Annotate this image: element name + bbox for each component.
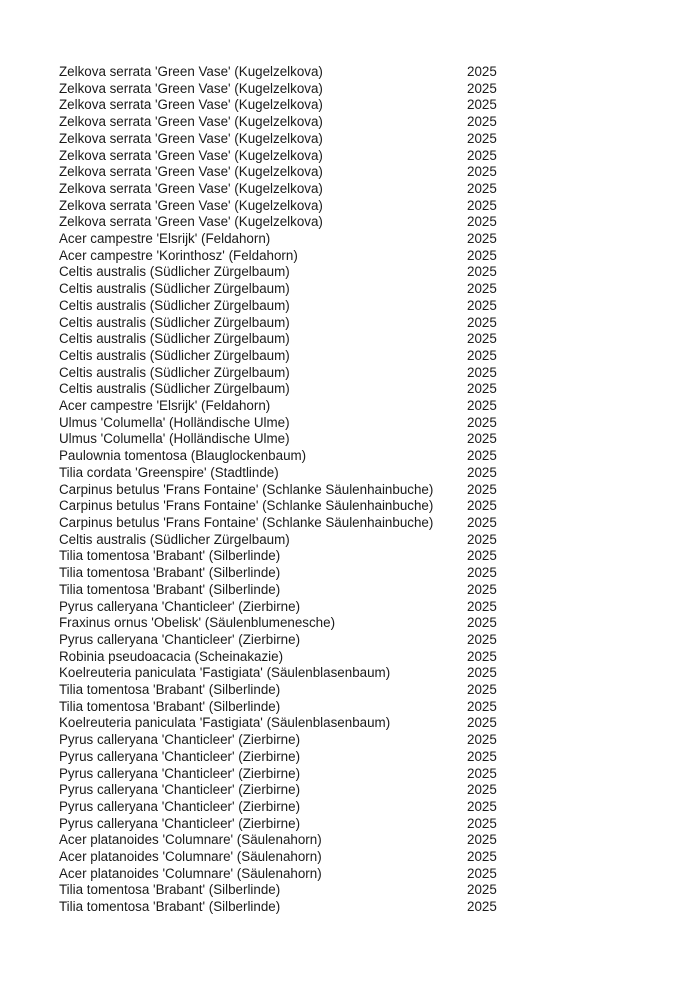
table-row [59,365,700,382]
table-row [59,632,700,649]
species-name: Celtis australis (Südlicher Zürgelbaum) [59,331,290,347]
row-year: 2025 [467,130,497,146]
row-year: 2025 [467,581,497,597]
species-name: Tilia tomentosa 'Brabant' (Silberlinde) [59,565,281,581]
table-row [59,231,700,248]
table-row [59,682,700,699]
table-row [59,331,700,348]
table-row [59,548,700,565]
table-row [59,315,700,332]
row-year: 2025 [467,214,497,230]
species-name: Celtis australis (Südlicher Zürgelbaum) [59,347,290,363]
row-year: 2025 [467,464,497,480]
row-year: 2025 [467,398,497,414]
table-row [59,181,700,198]
table-row [59,715,700,732]
table-row [59,582,700,599]
table-row [59,599,700,616]
table-row [59,81,700,98]
table-row [59,882,700,899]
species-name: Zelkova serrata 'Green Vase' (Kugelzelkova) [59,164,323,180]
row-year: 2025 [467,264,497,280]
species-name: Pyrus calleryana 'Chanticleer' (Zierbirne) [59,765,301,781]
species-name: Pyrus calleryana 'Chanticleer' (Zierbirne) [59,732,301,748]
species-name: Celtis australis (Südlicher Zürgelbaum) [59,281,290,297]
row-year: 2025 [467,815,497,831]
species-name: Zelkova serrata 'Green Vase' (Kugelzelkova) [59,114,323,130]
table-row [59,615,700,632]
species-name: Pyrus calleryana 'Chanticleer' (Zierbirne) [59,598,301,614]
table-row [59,799,700,816]
row-year: 2025 [467,615,497,631]
species-name: Celtis australis (Südlicher Zürgelbaum) [59,264,290,280]
species-name: Tilia cordata 'Greenspire' (Stadtlinde) [59,464,279,480]
species-name: Ulmus 'Columella' (Holländische Ulme) [59,414,290,430]
row-year: 2025 [467,631,497,647]
species-name: Celtis australis (Südlicher Zürgelbaum) [59,314,290,330]
row-year: 2025 [467,565,497,581]
table-row [59,899,700,916]
table-row [59,732,700,749]
species-name: Koelreuteria paniculata 'Fastigiata' (Säulenblasenbaum) [59,715,391,731]
row-year: 2025 [467,798,497,814]
species-name: Fraxinus ornus 'Obelisk' (Säulenblumenesche) [59,615,336,631]
species-name: Robinia pseudoacacia (Scheinakazie) [59,648,284,664]
species-name: Pyrus calleryana 'Chanticleer' (Zierbirne) [59,748,301,764]
table-row [59,832,700,849]
row-year: 2025 [467,414,497,430]
row-year: 2025 [467,648,497,664]
species-name: Zelkova serrata 'Green Vase' (Kugelzelkova) [59,80,323,96]
species-name: Zelkova serrata 'Green Vase' (Kugelzelkova) [59,97,323,113]
row-year: 2025 [467,531,497,547]
species-name: Celtis australis (Südlicher Zürgelbaum) [59,364,290,380]
table-row [59,565,700,582]
table-row [59,532,700,549]
table-row [59,849,700,866]
table-row [59,448,700,465]
row-year: 2025 [467,665,497,681]
row-year: 2025 [467,865,497,881]
table-row [59,131,700,148]
table-row [59,866,700,883]
species-name: Pyrus calleryana 'Chanticleer' (Zierbirne) [59,631,301,647]
species-name: Ulmus 'Columella' (Holländische Ulme) [59,431,290,447]
tree-list [59,64,700,916]
row-year: 2025 [467,431,497,447]
row-year: 2025 [467,715,497,731]
table-row [59,766,700,783]
row-year: 2025 [467,114,497,130]
row-year: 2025 [467,899,497,915]
species-name: Celtis australis (Südlicher Zürgelbaum) [59,381,290,397]
row-year: 2025 [467,682,497,698]
row-year: 2025 [467,314,497,330]
row-year: 2025 [467,180,497,196]
row-year: 2025 [467,297,497,313]
row-year: 2025 [467,147,497,163]
species-name: Tilia tomentosa 'Brabant' (Silberlinde) [59,682,281,698]
row-year: 2025 [467,231,497,247]
row-year: 2025 [467,80,497,96]
species-name: Tilia tomentosa 'Brabant' (Silberlinde) [59,882,281,898]
table-row [59,749,700,766]
table-row [59,281,700,298]
table-row [59,298,700,315]
table-row [59,381,700,398]
row-year: 2025 [467,197,497,213]
species-name: Acer campestre 'Korinthosz' (Feldahorn) [59,247,298,263]
row-year: 2025 [467,782,497,798]
table-row [59,114,700,131]
table-row [59,398,700,415]
row-year: 2025 [467,347,497,363]
table-row [59,164,700,181]
species-name: Zelkova serrata 'Green Vase' (Kugelzelkova) [59,130,323,146]
table-row [59,515,700,532]
row-year: 2025 [467,164,497,180]
species-name: Acer campestre 'Elsrijk' (Feldahorn) [59,398,271,414]
species-name: Zelkova serrata 'Green Vase' (Kugelzelkova) [59,147,323,163]
species-name: Tilia tomentosa 'Brabant' (Silberlinde) [59,581,281,597]
row-year: 2025 [467,849,497,865]
species-name: Carpinus betulus 'Frans Fontaine' (Schlanke Säulenhainbuche) [59,481,434,497]
table-row [59,248,700,265]
row-year: 2025 [467,481,497,497]
species-name: Acer campestre 'Elsrijk' (Feldahorn) [59,231,271,247]
species-name: Zelkova serrata 'Green Vase' (Kugelzelkova) [59,180,323,196]
table-row [59,465,700,482]
table-row [59,97,700,114]
row-year: 2025 [467,364,497,380]
row-year: 2025 [467,247,497,263]
species-name: Tilia tomentosa 'Brabant' (Silberlinde) [59,899,281,915]
species-name: Pyrus calleryana 'Chanticleer' (Zierbirne) [59,798,301,814]
species-name: Pyrus calleryana 'Chanticleer' (Zierbirne) [59,782,301,798]
species-name: Zelkova serrata 'Green Vase' (Kugelzelkova) [59,214,323,230]
table-row [59,64,700,81]
table-row [59,665,700,682]
table-row [59,498,700,515]
species-name: Koelreuteria paniculata 'Fastigiata' (Säulenblasenbaum) [59,665,391,681]
table-row [59,816,700,833]
table-row [59,214,700,231]
row-year: 2025 [467,598,497,614]
row-year: 2025 [467,498,497,514]
table-row [59,348,700,365]
row-year: 2025 [467,514,497,530]
species-name: Tilia tomentosa 'Brabant' (Silberlinde) [59,548,281,564]
species-name: Paulownia tomentosa (Blauglockenbaum) [59,448,307,464]
table-row [59,649,700,666]
row-year: 2025 [467,748,497,764]
species-name: Zelkova serrata 'Green Vase' (Kugelzelkova) [59,64,323,79]
row-year: 2025 [467,698,497,714]
row-year: 2025 [467,765,497,781]
row-year: 2025 [467,64,497,79]
table-row [59,782,700,799]
table-row [59,264,700,281]
species-name: Tilia tomentosa 'Brabant' (Silberlinde) [59,698,281,714]
table-row [59,699,700,716]
row-year: 2025 [467,732,497,748]
row-year: 2025 [467,548,497,564]
species-name: Pyrus calleryana 'Chanticleer' (Zierbirne) [59,815,301,831]
species-name: Carpinus betulus 'Frans Fontaine' (Schlanke Säulenhainbuche) [59,498,434,514]
row-year: 2025 [467,832,497,848]
table-row [59,431,700,448]
row-year: 2025 [467,281,497,297]
row-year: 2025 [467,97,497,113]
table-row [59,415,700,432]
species-name: Celtis australis (Südlicher Zürgelbaum) [59,531,290,547]
row-year: 2025 [467,882,497,898]
row-year: 2025 [467,448,497,464]
species-name: Acer platanoides 'Columnare' (Säulenahorn) [59,832,322,848]
row-year: 2025 [467,331,497,347]
species-name: Zelkova serrata 'Green Vase' (Kugelzelkova) [59,197,323,213]
species-name: Acer platanoides 'Columnare' (Säulenahorn) [59,865,322,881]
row-year: 2025 [467,381,497,397]
species-name: Carpinus betulus 'Frans Fontaine' (Schlanke Säulenhainbuche) [59,514,434,530]
table-row [59,482,700,499]
table-row [59,198,700,215]
species-name: Celtis australis (Südlicher Zürgelbaum) [59,297,290,313]
species-name: Acer platanoides 'Columnare' (Säulenahorn) [59,849,322,865]
table-row [59,148,700,165]
